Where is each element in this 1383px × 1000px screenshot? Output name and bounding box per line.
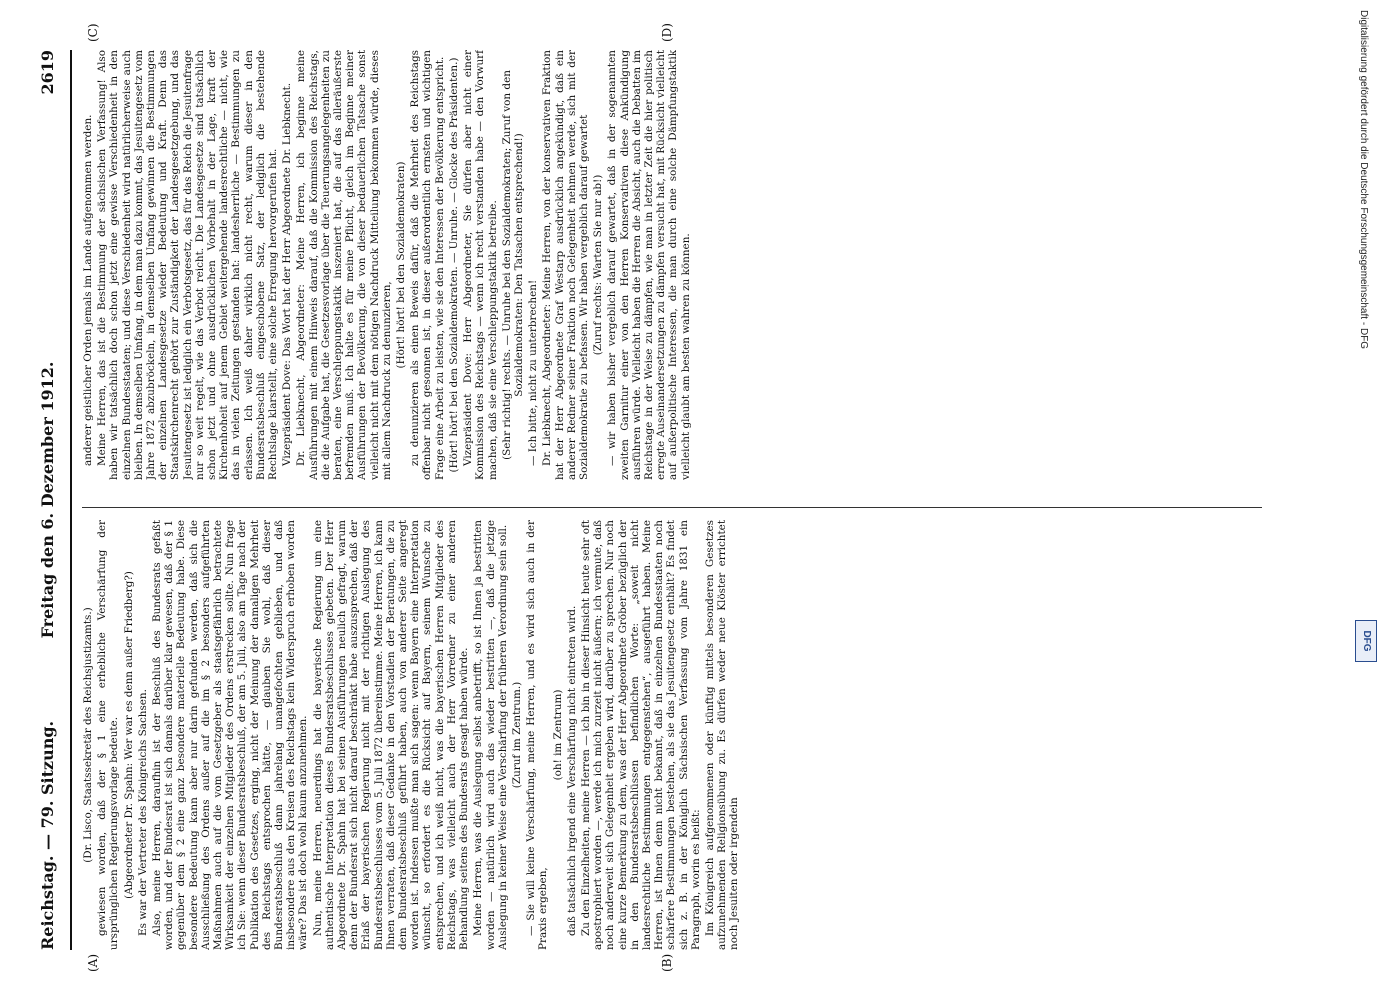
paragraph: anderer geistlicher Orden jemals im Lande aufgenommen werden. [82,114,94,466]
paragraph: Also, meine Herren, daraufhin ist der Beschluß des Bundesrats gefaßt worden, und der Bundesrat ist sich damals darüber klar gewesen, daß der § 1 gegenüber dem § 2 eine ganz besondere materielle Bedeutung habe. Diese besondere Bedeutung kann aber nur darin gefunden werden, daß sich die Ausschließung des Ordens außer auf die im § 2 besonders aufgeführten Maßnahmen auch auf die vom Gesetzgeber als staatsgefährlich betrachtete Wirksamkeit der einzelnen Mitglieder des Ordens erstrecken sollte. Nun frage ich Sie: wenn dieser Bundesratsbeschluß, der am 5. Juli, also am Tage nach der Publikation des Gesetzes, erging, nicht der Meinung der damaligen Mehrheit des Reichstags entsprochen hätte, — glauben Sie wohl, daß dieser Bundesratsbeschluß dann jahrelang unangefochten geblieben, und daß insbesondere aus den Kreisen des Reichstags kein Widerspruch erhoben worden wäre? Das ist doch wohl kaum anzunehmen. [151,520,310,950]
paragraph: (Abgeordneter Dr. Spahn: Wer war es denn außer Friedberg?) [122,571,135,899]
paragraph: Meine Herren, was die Auslegung selbst anbetrifft, so ist Ihnen ja bestritten worden — natürlich wird auch das wieder bestritten —, daß die jetzige Auslegung in keiner Weise eine Verschärfung der früheren Verordnung sein soll. [472,520,509,950]
margin-marker-c: (C) [86,23,100,42]
column-divider [82,507,1262,508]
dfg-logo-text: DFG [1361,630,1372,652]
header-rule [70,50,72,950]
digitization-note-text: Digitalisierung gefördert durch die Deutsche Forschungsgemeinschaft - DFG [1358,10,1369,350]
paragraph: (Zuruf rechts: Warten Sie nur ab!) [592,174,605,356]
paragraph: Zu den Einzelheiten, meine Herren — ich bin in dieser Hinsicht heute sehr oft apostrophiert worden —, werde ich mich zurzeit nicht äußern; ich vermute, daß noch anderweit sich Gelegenheit ergeben wird, darüber zu sprechen. Nur noch eine kurze Bemerkung zu dem, was der Herr Abgeordnete Gröber bezüglich der in den Bundesratsbeschlüssen befindlichen Worte: „soweit nicht landesrechtliche Bestimmungen entgegenstehen“, ausgeführt haben. Meine Herren, ist Ihnen denn nicht bekannt, daß in einzelnen Bundesstaaten noch schärfere Bestimmungen bestehen, als sie das Jesuitengesetz enthält? Es findet sich z. B. in der Königlich Sächsischen Verfassung vom Jahre 1831 ein Paragraph, worin es heißt: [579,520,702,950]
paragraph: daß tatsächlich irgend eine Verschärfung nicht eintreten wird. [565,605,578,936]
paragraph: (oh! im Zentrum) [551,689,564,781]
margin-marker-a: (A) [86,953,100,972]
margin-marker-b: (B) [660,953,674,972]
paragraph: Im Königreich aufgenommenen oder künftig mittels besonderen Gesetzes aufzunehmenden Religionsübung zu. Es dürfen weder neue Klöster errichtet noch Jesuiten oder irgendein [703,520,741,950]
paragraph: (Sehr richtig! rechts. — Unruhe bei den Sozialdemokraten; Zuruf von den Sozialdemokraten: Den Tatsachen entsprechend!) [500,70,525,460]
paragraph: Nun, meine Herren, neuerdings hat die bayerische Regierung um eine authentische Interpretation dieses Bundesratsbeschlusses gebeten. Der Herr Abgeordnete Dr. Spahn hat bei seinen Ausführungen neulich gefragt, warum denn der Bundesrat sich nicht darauf beschränkt habe auszusprechen, daß der Erlaß der bayerischen Regierung nicht mit der richtigen Auslegung des Bundesratsbeschlusses vom 5. Juli 1872 übereinstimme. Meine Herren, ich kann Ihnen verraten, daß dieser Gedanke in den Vorstadien der Beratungen, die zu dem Bundesratsbeschluß geführt haben, auch von anderer Seite angeregt worden ist. Indessen mußte man sich sagen: wenn Bayern eine Interpretation wünscht, so erfordert es die Rücksicht auf Bayern, seinem Wunsche zu entsprechen, und ich weiß nicht, was die bayerischen Herren Mitglieder des Reichstags, was vielleicht auch der Herr Vorredner zu einer anderen Behandlung seitens des Bundesrats gesagt haben würde. [311,520,471,950]
paragraph: Vizepräsident Dove: Herr Abgeordneter, Sie dürfen aber nicht einer Kommission des Reichstags — wenn ich recht verstanden habe — den Vorwurf machen, daß sie eine Verschleppungstaktik betreibe. [462,50,499,480]
page-number: 2619 [38,50,57,95]
paragraph: (Zuruf im Zentrum.) [510,681,523,789]
paragraph: Dr. Liebknecht, Abgeordneter: Meine Herren, von der konservativen Fraktion hat der Herr Abgeordnete Graf Westarp ausdrücklich angekündigt, daß ein anderer Redner seiner Fraktion noch Gelegenheit nehmen werde, sich mit der Sozialdemokratie zu befassen. Wir haben vergeblich darauf gewartet [541,50,590,480]
paragraph: Vizepräsident Dove: Das Wort hat der Herr Abgeordnete Dr. Liebknecht. [281,82,294,466]
dfg-logo [1355,620,1377,662]
paragraph: zu denunzieren als einen Beweis dafür, daß die Mehrheit des Reichstags offenbar nicht gesonnen ist, in dieser außerordentlich ernsten und wichtigen Frage eine Arbeit zu leisten, wie sie den Interessen der Bevölkerung entspricht. [409,50,446,480]
paragraph: (Hört! hört! bei den Sozialdemokraten. — Unruhe. — Glocke des Präsidenten.) [447,57,460,473]
margin-marker-d: (D) [660,23,674,42]
right-text-column [82,50,1262,480]
paragraph: (Dr. Lisco, Staatssekretär des Reichsjustizamts.) [82,607,94,863]
digitization-note [1353,10,1375,610]
paragraph: — Sie will keine Verschärfung, meine Herren, und es wird sich auch in der Praxis ergeben, [525,520,550,950]
paragraph: — wir haben bisher vergeblich darauf gewartet, daß in der sogenannten zweiten Garnitur einer von den Herren Konservativen diese Ankündigung ausführen würde. Vielleicht haben die Herren die Absicht, auch die Debatten im Reichstage in der Weise zu dämpfen, wie man in letzter Zeit die hier politisch erregte Auseinandersetzungen zu dämpfen versucht hat, mit Rücksicht vielleicht auf außerpolitische Interessen, die man durch eine solche Dämpfungstaktik vielleicht glaubt am besten wahren zu können. [606,50,692,480]
paragraph: gewiesen worden, daß der § 1 eine erhebliche Verschärfung der ursprünglichen Regierungsvorlage bedeute. [96,520,121,950]
left-text-column [82,520,1262,950]
header-left: Reichstag. — 79. Sitzung. [38,720,57,950]
paragraph: — Ich bitte, nicht zu unterbrechen! [527,279,540,466]
paragraph: Meine Herren, das ist die Bestimmung der sächsischen Verfassung! Also haben wir tatsächlich doch schon jetzt eine gewisse Verschiedenheit in den einzelnen Bundesstaaten; und diese Verschiedenheit wird natürlicherweise auch bleiben. In demselben Umfang, in dem man dazu kommt, das Jesuitengesetz vom Jahre 1872 abzubröckeln, in demselben Umfang gewinnen die Bestimmungen der einzelnen Landesgesetze wieder Bedeutung und Kraft. Denn das Staatskirchenrecht gehört zur Zuständigkeit der Landesgesetzgebung, und das Jesuitengesetz ist lediglich ein Verbotsgesetz, das für das Reich die Jesuitenfrage nur so weit regelt, wie das Verbot reicht. Die Landesgesetze sind tatsächlich schon jetzt und ohne ausdrücklichen Vorbehalt in der Lage, kraft der Kirchenhoheit auf jenem Gebiet weitergehende landesrechtliche — nicht, wie das in vielen Zeitungen gestanden hat: landesherrliche — Bestimmungen zu erlassen. Ich weiß daher wirklich nicht recht, warum dieser in den Bundesratsbeschluß eingeschobene Satz, der lediglich die bestehende Rechtslage klarstellt, eine solche Erregung hervorgerufen hat. [96,50,280,480]
header-date: Freitag den 6. Dezember 1912. [38,361,57,639]
paragraph: Es war der Vertreter des Königreichs Sachsen. [136,689,149,936]
paragraph: Dr. Liebknecht, Abgeordneter: Meine Herren, ich beginne meine Ausführungen mit einem Hinweis darauf, daß die Kommission des Reichstags, die die Aufgabe hat, die Gesetzesvorlage über die Teuerungsangelegenheiten zu beraten, eine Verschleppungstaktik inszeniert hat, die auf das alleräußerste befremden muß. Ich halte es für meine Pflicht, gleich im Beginne meiner Ausführungen der Bevölkerung, die von dieser bedauerlichen Tatsache sonst vielleicht nicht mit dem nötigen Nachdruck Mitteilung bekommen würde, dieses mit allem Nachdruck zu denunzieren, [295,50,393,480]
paragraph: (Hört! hört! bei den Sozialdemokraten) [395,161,408,369]
page-header [38,50,62,950]
